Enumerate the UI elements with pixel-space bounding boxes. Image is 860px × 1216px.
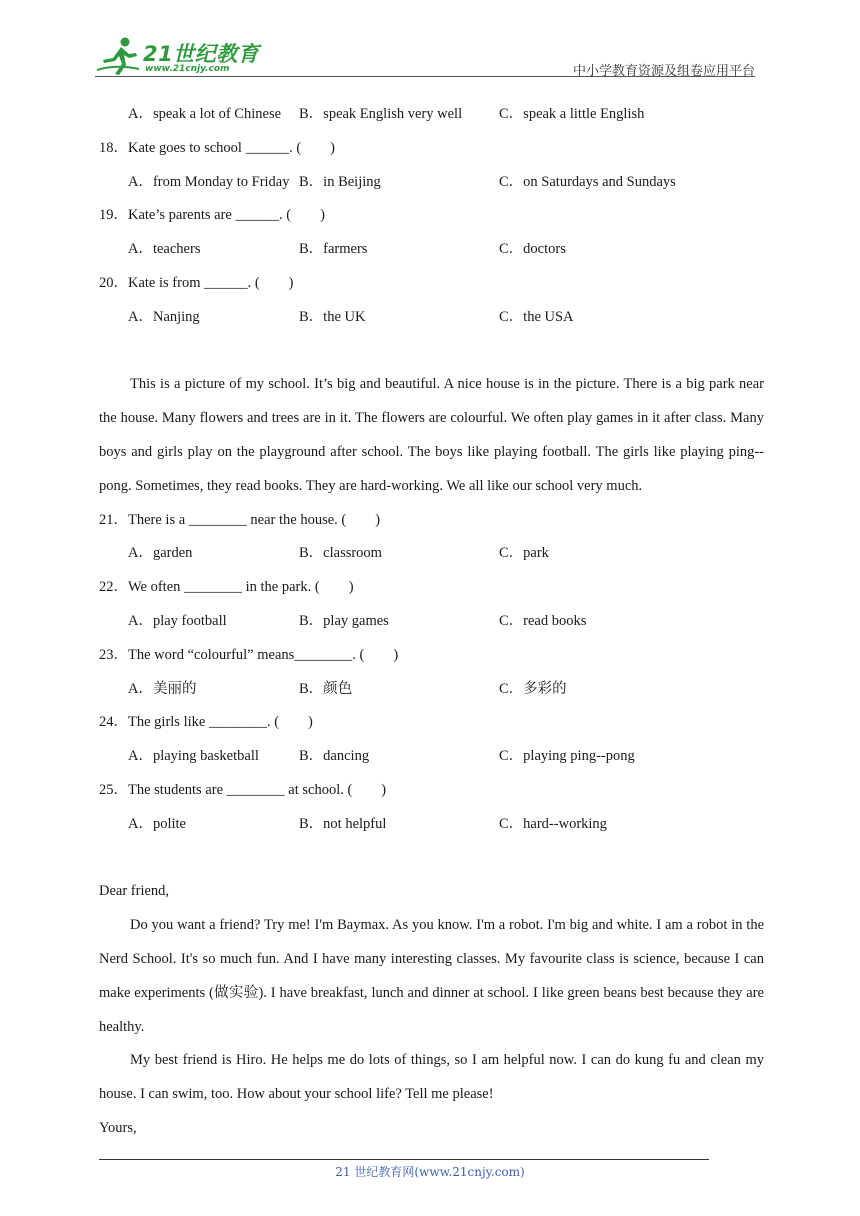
spacer [99, 842, 764, 876]
option-a: A．teachers [128, 241, 201, 258]
logo-text: 21世纪教育 [143, 42, 260, 66]
spacer [99, 335, 764, 369]
option-a: A．speak a lot of Chinese [128, 106, 282, 122]
option-b: B．in Beijing [299, 173, 381, 190]
option-c: C．hard--working [499, 815, 607, 832]
option-a: A．garden [128, 545, 193, 562]
options-row-18 [99, 166, 764, 200]
exam-content [99, 98, 764, 1146]
option-b: B．classroom [299, 545, 382, 562]
runner-logo-icon [95, 36, 141, 76]
question-22: 22．We often ________ in the park. ( ) [99, 579, 354, 596]
letter-closing: Yours, [99, 1119, 137, 1136]
option-a: A．polite [128, 815, 186, 832]
options-row-20 [99, 301, 764, 335]
option-a: A．Nanjing [128, 308, 200, 325]
question-24: 24．The girls like ________. ( ) [99, 714, 313, 731]
options-row-25 [99, 808, 764, 842]
option-c: C．doctors [499, 241, 566, 258]
options-row-17 [99, 98, 764, 132]
logo-url: www.21cnjy.com [145, 64, 230, 74]
header-divider [95, 76, 755, 77]
option-c: C．read books [499, 612, 587, 629]
page-header [95, 34, 755, 78]
letter-paragraph-2: My best friend is Hiro. He helps me do lots of things, so I am helpful now. I can do kung fu and clean my house. I can swim, too. How about your school life? Tell me please! [99, 1052, 764, 1103]
option-c: C．playing ping--pong [499, 748, 635, 765]
option-b: B．颜色 [299, 680, 353, 697]
options-row-19 [99, 233, 764, 267]
options-row-24 [99, 740, 764, 774]
option-c: C．park [499, 545, 549, 562]
option-c: C．speak a little English [499, 106, 645, 122]
option-b: B．dancing [299, 748, 370, 765]
option-a: A．play football [128, 612, 227, 629]
option-c: C．on Saturdays and Sundays [499, 173, 676, 190]
footer-source: 21 世纪教育网(www.21cnjy.com) [335, 1165, 525, 1179]
option-b: B．farmers [299, 241, 368, 258]
letter-paragraph-1: Do you want a friend? Try me! I'm Baymax. As you know. I'm a robot. I'm big and white. I am a robot in the Nerd School. It's so much fun. And I have many interesting classes. My favourite class is science, because I can make experiments (做实验). I have breakfast, lunch and dinner at school. I like green beans best because they are healthy. [99, 917, 764, 1035]
question-19: 19．Kate’s parents are ______. ( ) [99, 207, 325, 224]
question-25: 25．The students are ________ at school. ( ) [99, 781, 387, 798]
options-row-21 [99, 537, 764, 571]
platform-title: 中小学教育资源及组卷应用平台 [572, 64, 755, 79]
option-b: B．play games [299, 612, 389, 629]
question-18: 18．Kate goes to school ______. ( ) [99, 139, 335, 156]
option-a: A．from Monday to Friday [128, 173, 290, 190]
option-b: B．not helpful [299, 815, 387, 832]
reading-passage: This is a picture of my school. It’s big and beautiful. A nice house is in the picture. There is a big park near the house. Many flowers and trees are in it. The flowers are colourful. We often play games in it after class. Many boys and girls play on the playground after school. The boys like playing football. The girls like playing ping--pong. Sometimes, they read books. They are hard-working. We all like our school very much. [99, 376, 764, 494]
option-a: A．美丽的 [128, 680, 197, 697]
option-b: B．the UK [299, 308, 366, 325]
option-c: C．the USA [499, 308, 574, 325]
question-21: 21．There is a ________ near the house. ( ) [99, 511, 381, 528]
logo [95, 34, 265, 78]
options-row-23 [99, 673, 764, 707]
question-23: 23．The word “colourful” means________. ( ) [99, 646, 399, 663]
option-a: A．playing basketball [128, 748, 259, 765]
footer-divider [99, 1159, 709, 1160]
question-20: 20．Kate is from ______. ( ) [99, 274, 294, 291]
option-c: C．多彩的 [499, 680, 567, 697]
letter-greeting: Dear friend, [99, 883, 170, 900]
option-b: B．speak English very well [299, 106, 463, 122]
options-row-22 [99, 605, 764, 639]
